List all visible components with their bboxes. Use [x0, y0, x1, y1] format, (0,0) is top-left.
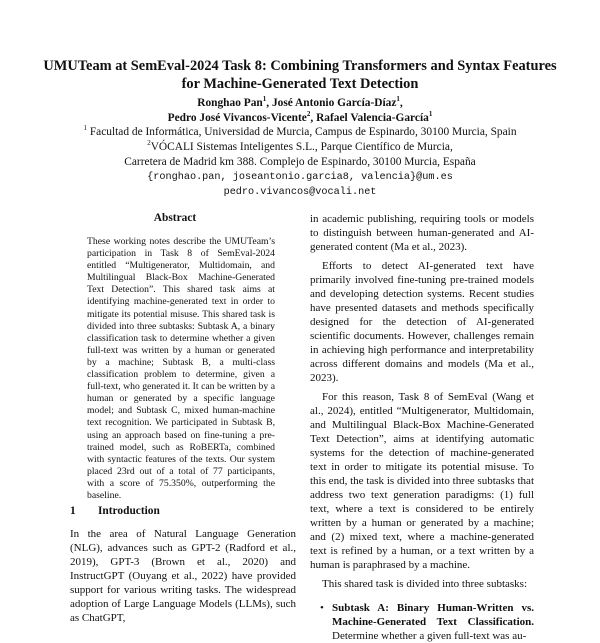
affiliation-line: [40, 125, 560, 140]
section-heading: [70, 505, 290, 517]
author-name: Rafael Valencia-García: [316, 112, 429, 124]
affiliation-marker: 1: [83, 124, 87, 133]
author-name: Pedro José Vivancos-Vicente: [167, 112, 307, 124]
bullet-marker: •: [320, 602, 324, 614]
author-name: José Antonio García-Díaz: [271, 97, 397, 109]
paragraph: For this reason, Task 8 of SemEval (Wang et al., 2024), entitled “Multigenerator, Multidomain, and Multilingual Black-Box Machine-Generated Text Detection”, aims at identifying automatic systems for the detection of machine-generated text in order to mitigate its potential misuse. To this end, the task is divided into three subtasks that address two text generation paradigms: (1) full text, where a text is considered to be entirely written by a human or generated by a machine; and (2) mixed text, where a machine-generated text is refined by a human, or a text written by a human is paraphrased by a machine.: [310, 391, 534, 571]
affiliation-text: Carretera de Madrid km 388. Complejo de Espinardo, 30100 Murcia, España: [124, 156, 476, 168]
paragraph: This shared task is divided into three subtasks:: [322, 578, 527, 590]
affiliation-marker: 1: [262, 95, 267, 104]
paper-title: UMUTeam at SemEval-2024 Task 8: Combining Transformers and Syntax Features for Machine-Generated Text Detection: [43, 58, 557, 92]
affiliation-marker: 1: [396, 95, 400, 104]
affiliation-text: Facultad de Informática, Universidad de Murcia, Campus de Espinardo, 30100 Murcia, Spain: [89, 126, 517, 138]
affiliation-text: VÓCALI Sistemas Inteligentes S.L., Parque Científico de Murcia,: [150, 141, 453, 153]
abstract-body: These working notes describe the UMUTeam’s participation in Task 8 of SemEval-2024 entitled “Multigenerator, Multidomain, and Multilingual Black-Box Machine-Generated Text Detection”. This shared task aims at identifying machine-generated text in order to mitigate its potential misuse. This shared task is divided into three subtasks: Subtask A, a binary classification task to determine whether a given full-text was written by a human or generated by a machine; Subtask B, a multi-class classification problem to determine, given a full-text, who generated it. It can be written by a human or generated by a specific language model; and Subtask C, mixed human-machine text recognition. We participated in Subtask B, using an approach based on fine-tuning a pre-trained model, such as RoBERTa, combined with syntactic features of the texts. Our system placed 23rd out of a total of 77 participants, with a score of 75.350%, outperforming the baseline.: [87, 236, 275, 501]
affiliation-block: [40, 125, 560, 200]
affiliation-marker: 1: [428, 110, 433, 119]
affiliation-marker: 2: [147, 139, 151, 148]
affiliation-line: [40, 140, 560, 155]
section-number: 1: [70, 505, 76, 517]
email-line: {ronghao.pan, joseantonio.garcia8, valencia}@um.es: [147, 172, 453, 183]
subtask-text: Determine whether a given full-text was au-: [332, 630, 527, 642]
email-line: pedro.vivancos@vocali.net: [223, 187, 377, 198]
author-list: Ronghao Pan$^1$, José Antonio García-Díaz$^1$, Pedro José Vivancos-Vicente$^2$, Rafael Valencia-García$^1$: [167, 95, 433, 124]
author-name: Ronghao Pan: [197, 97, 263, 109]
subtask-heading: Subtask A: Binary Human-Written vs. Machine-Generated Text Classification.: [332, 602, 534, 628]
paragraph: Efforts to detect AI-generated text have primarily involved fine-tuning pre-trained models and developing detection systems. Recent studies have presented datasets and methods specifically designed for the detection of AI-generated scientific documents. However, challenges remain in achieving high performance and interpretability across different domains and models (Ma et al., 2023).: [310, 260, 534, 384]
introduction-text: In the area of Natural Language Generation (NLG), advances such as GPT-2 (Radford et al., 2019), GPT-3 (Brown et al., 2020) and InstructGPT (Ouyang et al., 2022) have provided support for various writing tasks. The widespread adoption of Large Language Models (LLMs), such as ChatGPT,: [70, 528, 296, 624]
abstract-heading: Abstract: [153, 212, 197, 224]
right-column: [310, 212, 534, 643]
list-item: [310, 601, 534, 643]
affiliation-marker: 2: [306, 110, 311, 119]
section-title: Introduction: [98, 505, 160, 517]
affiliation-line: [40, 155, 560, 170]
paragraph: in academic publishing, requiring tools or models to distinguish between human-generated and AI-generated content (Ma et al., 2023).: [310, 213, 534, 253]
